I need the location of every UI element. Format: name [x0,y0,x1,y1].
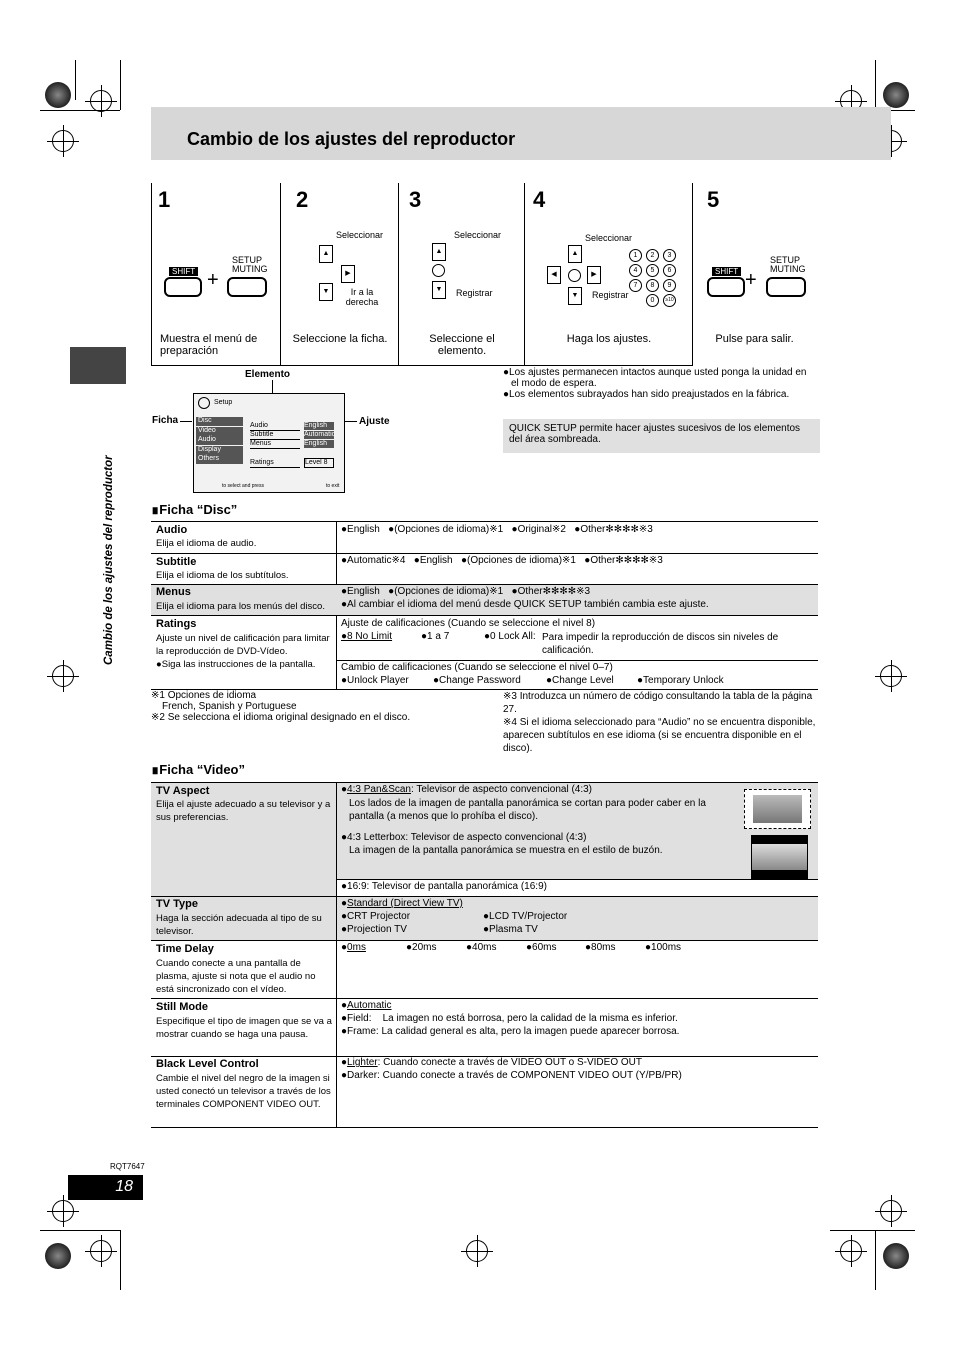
item-menus[interactable]: Menus [250,440,300,449]
tv-type-opt4[interactable]: ●Projection TV [341,924,407,935]
still-mode-name: Still Mode [156,1001,208,1013]
up-arrow-key[interactable]: ▲ [568,245,582,263]
register-label: Registrar [456,288,493,298]
page-number: 18 [115,1178,133,1195]
step-5 [692,183,818,365]
key-4[interactable]: 4 [629,264,642,277]
step-caption: Pulse para salir. [715,333,794,345]
step-number: 3 [409,187,422,212]
down-arrow-key[interactable]: ▼ [432,281,446,299]
side-tab-marker [70,347,126,384]
menu-values [304,422,334,468]
right-arrow-key[interactable]: ▶ [341,265,355,283]
value-audio: English [304,422,334,430]
footnotes-left [151,690,481,723]
value-ratings: Level 8 [304,458,334,468]
key-3[interactable]: 3 [663,249,676,262]
shift-label: SHIFT [169,267,198,276]
footnote-2: ※2 Se selecciona el idioma original designado en el disco. [151,712,411,723]
ratings-b-opt2[interactable]: ●Change Password [433,675,521,686]
tv-aspect-opt3[interactable]: ●16:9: Televisor de pantalla panorámica (16:9) [341,881,547,892]
tab-others[interactable]: Others [196,455,243,464]
tv-type-opt5[interactable]: ●Plasma TV [483,924,538,935]
registration-dot-icon [883,1243,909,1269]
value-menus: English [304,440,334,448]
shift-label: SHIFT [712,267,741,276]
footnote-3: ※3 Introduzca un número de código consultando la tabla de la página 27. [503,691,813,715]
crosshair-icon [90,1240,112,1262]
quick-setup-note: QUICK SETUP permite hacer ajustes sucesivos de los elementos del área sombreada. [503,419,820,453]
time-delay-desc: Cuando conecte a una pantalla de plasma, ajuste si nota que el audio no está sincronizado con el vídeo. [156,958,316,995]
disc-heading: ∎Ficha “Disc” [151,502,238,517]
time-delay-opt4[interactable]: ●60ms [526,942,557,953]
menu-title: Setup [214,399,233,406]
ratings-a-opt2[interactable]: ●1 a 7 [421,631,450,642]
ratings-b-opt3[interactable]: ●Change Level [546,675,614,686]
row-ratings-name: Ratings [156,618,197,630]
tab-audio[interactable]: Audio [196,436,243,445]
down-arrow-key[interactable]: ▼ [319,283,333,301]
row-menus-name: Menus [156,586,191,598]
item-subtitle[interactable]: Subtitle [250,431,300,440]
still-mode-opt2[interactable]: ●Field: La imagen no está borrosa, pero la calidad de la misma es inferior. [341,1013,678,1024]
row-ratings-desc2: ●Siga las instrucciones de la pantalla. [156,659,316,670]
row-subtitle-options[interactable]: ●Automatic※4 ●English ●(Opciones de idioma)※1 ●Other✻✻✻✻※3 [341,555,663,566]
tv-type-opt2[interactable]: ●CRT Projector [341,911,411,922]
note-1: ●Los ajustes permanecen intactos aunque usted ponga la unidad en el modo de espera. [503,367,807,389]
step-number: 1 [158,187,171,212]
right-arrow-key[interactable]: ▶ [587,266,601,284]
black-level-opt2[interactable]: ●Darker: Cuando conecte a través de COMPONENT VIDEO OUT (Y/PB/PR) [341,1070,682,1081]
item-audio[interactable]: Audio [250,422,300,431]
step-caption: Seleccione la ficha. [292,333,388,345]
row-menus-note: ●Al cambiar el idioma del menú desde QUICK SETUP también cambia este ajuste. [341,599,709,610]
down-arrow-key[interactable]: ▼ [568,287,582,305]
crosshair-icon [90,90,112,112]
row-audio-options[interactable]: ●English ●(Opciones de idioma)※1 ●Original※2 ●Other✻✻✻✻※3 [341,524,653,535]
black-level-name: Black Level Control [156,1058,259,1070]
key-8[interactable]: 8 [646,279,659,292]
register-label: Registrar [592,290,629,300]
crosshair-icon [52,665,74,687]
tv-aspect-desc: Elija el ajuste adecuado a su televisor y a sus preferencias. [156,799,331,823]
page-title: Cambio de los ajustes del reproductor [187,129,516,149]
key-1[interactable]: 1 [629,249,642,262]
tv-type-name: TV Type [156,898,198,910]
enter-key[interactable] [568,269,581,282]
key-7[interactable]: 7 [629,279,642,292]
tab-disc[interactable]: Disc [196,417,243,426]
select-label: Seleccionar [585,233,633,243]
crosshair-icon [880,1200,902,1222]
registration-dot-icon [45,1243,71,1269]
video-table [151,782,818,1128]
go-right-label: Ir a la derecha [345,287,379,307]
pan-scan-image [744,789,811,829]
row-menus-desc: Elija el idioma para los menús del disco. [156,601,325,612]
time-delay-opt6[interactable]: ●100ms [645,942,682,953]
row-audio-name: Audio [156,524,188,536]
ratings-b-opt1[interactable]: ●Unlock Player [341,675,409,686]
disc-icon [198,397,210,409]
plus-sign: + [207,269,219,291]
row-ratings-desc: Ajuste un nivel de calificación para limitar la reproducción de DVD-Vídeo. [156,633,330,657]
crosshair-icon [840,1240,862,1262]
label-elemento: Elemento [245,369,291,380]
step-number: 2 [296,187,309,212]
step-caption: Seleccione el elemento. [429,333,495,357]
footnote-1-list: French, Spanish y Portuguese [162,701,297,712]
time-delay-name: Time Delay [156,943,214,955]
notes [503,367,815,400]
crosshair-icon [466,1240,488,1262]
value-subtitle: Automatic [304,431,336,438]
step-1 [151,183,281,366]
row-menus-options[interactable]: ●English ●(Opciones de idioma)※1 ●Other✻✻✻✻※3 [341,586,591,597]
footnote-1: ※1 Opciones de idioma [151,690,257,701]
tv-type-opt3[interactable]: ●LCD TV/Projector [483,911,568,922]
black-level-opt1[interactable]: ●Lighter: Cuando conecte a través de VIDEO OUT o S-VIDEO OUT [341,1057,642,1068]
still-mode-desc: Especifique el tipo de imagen que se va a mostrar cuando se haga una pausa. [156,1016,332,1040]
ratings-b-head: Cambio de calificaciones (Cuando se seleccione el nivel 0–7) [341,662,613,673]
crosshair-icon [52,130,74,152]
key-0[interactable]: 0 [646,294,659,307]
tv-aspect-opt2-desc: La imagen de la pantalla panorámica se muestra en el estilo de buzón. [349,845,663,856]
item-ratings[interactable]: Ratings [250,459,300,468]
letterbox-image [751,835,808,879]
key-9[interactable]: 9 [663,279,676,292]
side-tab-label: Cambio de los ajustes del reproductor [103,455,115,665]
key-5[interactable]: 5 [646,264,659,277]
registration-dot-icon [883,82,909,108]
time-delay-opt5[interactable]: ●80ms [585,942,616,953]
key-10[interactable]: ≥10 [663,294,676,307]
tv-aspect-opt1-desc: Los lados de la imagen de pantalla panorámica se cortan para poder caber en la pantalla (a menos que lo prohíba el disco). [349,798,706,822]
crosshair-icon [880,665,902,687]
setup-muting-key[interactable] [227,277,267,297]
video-heading: ∎Ficha “Video” [151,762,245,777]
menu-footer-left: to select and press [222,483,264,489]
step-number: 4 [533,187,546,212]
step-3 [398,183,525,366]
tv-aspect-opt1[interactable]: ●4:3 Pan&Scan: Televisor de aspecto convencional (4:3) [341,784,593,795]
setup-muting-label: SETUP MUTING [770,255,806,274]
key-2[interactable]: 2 [646,249,659,262]
menu-items [250,422,300,468]
registration-dot-icon [45,82,71,108]
menu-tabs [196,417,243,465]
black-level-desc: Cambie el nivel del negro de la imagen si usted conectó un televisor a través de los terminales COMPONENT VIDEO OUT. [156,1073,331,1110]
shift-key[interactable] [164,277,202,297]
page-number-box [68,1175,143,1200]
footnote-4: ※4 Si el idioma seleccionado para “Audio” no se encuentra disponible, aparecen subtítulos en ese idioma (si se encuentra disponible en el disco). [503,717,816,754]
time-delay-opt3[interactable]: ●40ms [466,942,497,953]
disc-table [151,521,818,690]
select-label: Seleccionar [336,230,384,240]
doc-code: RQT7647 [110,1162,145,1171]
ratings-a-opt3[interactable]: ●0 Lock All: [484,631,536,642]
setup-muting-label: SETUP MUTING [232,255,268,274]
ratings-a-opt3-desc: Para impedir la reproducción de discos sin niveles de calificación. [542,632,779,656]
step-number: 5 [707,187,720,212]
label-ficha: Ficha [152,415,179,426]
key-6[interactable]: 6 [663,264,676,277]
menu-footer-right: to exit [326,483,340,489]
time-delay-opt2[interactable]: ●20ms [406,942,437,953]
tv-aspect-name: TV Aspect [156,785,210,797]
step-caption: Haga los ajustes. [566,333,652,345]
footnotes-right [503,690,818,755]
time-delay-opt1[interactable]: ●0ms [341,942,366,953]
tv-type-opt1[interactable]: ●Standard (Direct View TV) [341,898,463,909]
ratings-a-opt1[interactable]: ●8 No Limit [341,631,393,642]
ratings-b-opt4[interactable]: ●Temporary Unlock [637,675,724,686]
plus-sign: + [745,269,757,291]
ratings-a-head: Ajuste de calificaciones (Cuando se seleccione el nivel 8) [341,618,596,629]
crosshair-icon [52,1200,74,1222]
still-mode-opt3[interactable]: ●Frame: La calidad general es alta, pero la imagen puede aparecer borrosa. [341,1026,680,1037]
select-label: Seleccionar [454,230,502,240]
label-ajuste: Ajuste [359,416,390,427]
row-audio-desc: Elija el idioma de audio. [156,538,257,549]
tv-type-desc: Haga la sección adecuada al tipo de su televisor. [156,913,322,937]
shift-key[interactable] [707,277,745,297]
up-arrow-key[interactable]: ▲ [319,245,333,263]
note-2: ●Los elementos subrayados han sido preajustados en la fábrica. [503,389,790,400]
row-subtitle-name: Subtitle [156,556,197,568]
setup-menu-window [193,393,345,493]
step-4 [524,183,693,366]
up-arrow-key[interactable]: ▲ [432,243,446,261]
step-2 [280,183,399,366]
enter-key[interactable] [432,264,445,277]
step-caption: Muestra el menú de preparación [160,333,258,357]
setup-muting-key[interactable] [766,277,806,297]
tab-display[interactable]: Display [196,446,243,455]
left-arrow-key[interactable]: ◀ [547,266,561,284]
tv-aspect-opt2[interactable]: ●4:3 Letterbox: Televisor de aspecto convencional (4:3) [341,832,587,843]
tab-video[interactable]: Video [196,427,243,436]
row-subtitle-desc: Elija el idioma de los subtítulos. [156,570,289,581]
still-mode-opt1[interactable]: ●Automatic [341,1000,392,1011]
